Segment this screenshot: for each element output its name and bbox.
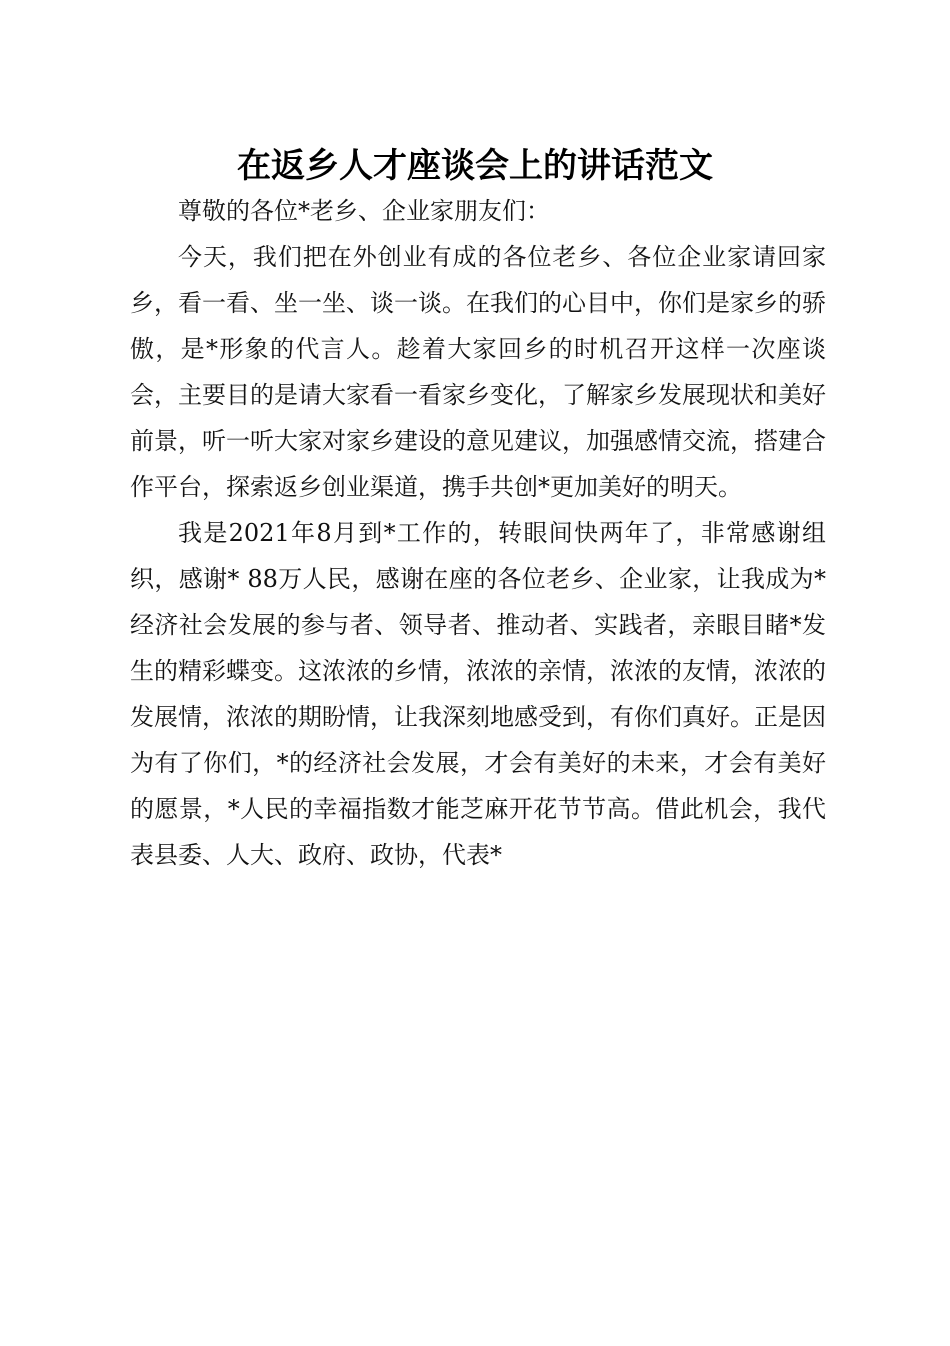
document-body bbox=[130, 188, 826, 878]
greeting-paragraph: 尊敬的各位*老乡、企业家朋友们： bbox=[178, 197, 550, 225]
document-title: 在返乡人才座谈会上的讲话范文 bbox=[237, 146, 713, 186]
body-paragraph: 今天，我们把在外创业有成的各位老乡、各位企业家请回家乡，看一看、坐一坐、谈一谈。在我们的心目中，你们是家乡的骄傲，是*形象的代言人。趁着大家回乡的时机召开这样一次座谈会，主要目的是请大家看一看家乡变化，了解家乡发展现状和美好前景，听一听大家对家乡建设的意见建议，加强感情交流，搭建合作平台，探索返乡创业渠道，携手共创*更加美好的明天。 bbox=[130, 243, 826, 501]
body-paragraph: 我是2021年8月到*工作的，转眼间快两年了，非常感谢组织，感谢* 88万人民，感谢在座的各位老乡、企业家，让我成为*经济社会发展的参与者、领导者、推动者、实践者，亲眼目睹*发生的精彩蝶变。这浓浓的乡情，浓浓的亲情，浓浓的友情，浓浓的发展情，浓浓的期盼情，让我深刻地感受到，有你们真好。正是因为有了你们，*的经济社会发展，才会有美好的未来，才会有美好的愿景，*人民的幸福指数才能芝麻开花节节高。借此机会，我代表县委、人大、政府、政协，代表* bbox=[130, 519, 826, 869]
